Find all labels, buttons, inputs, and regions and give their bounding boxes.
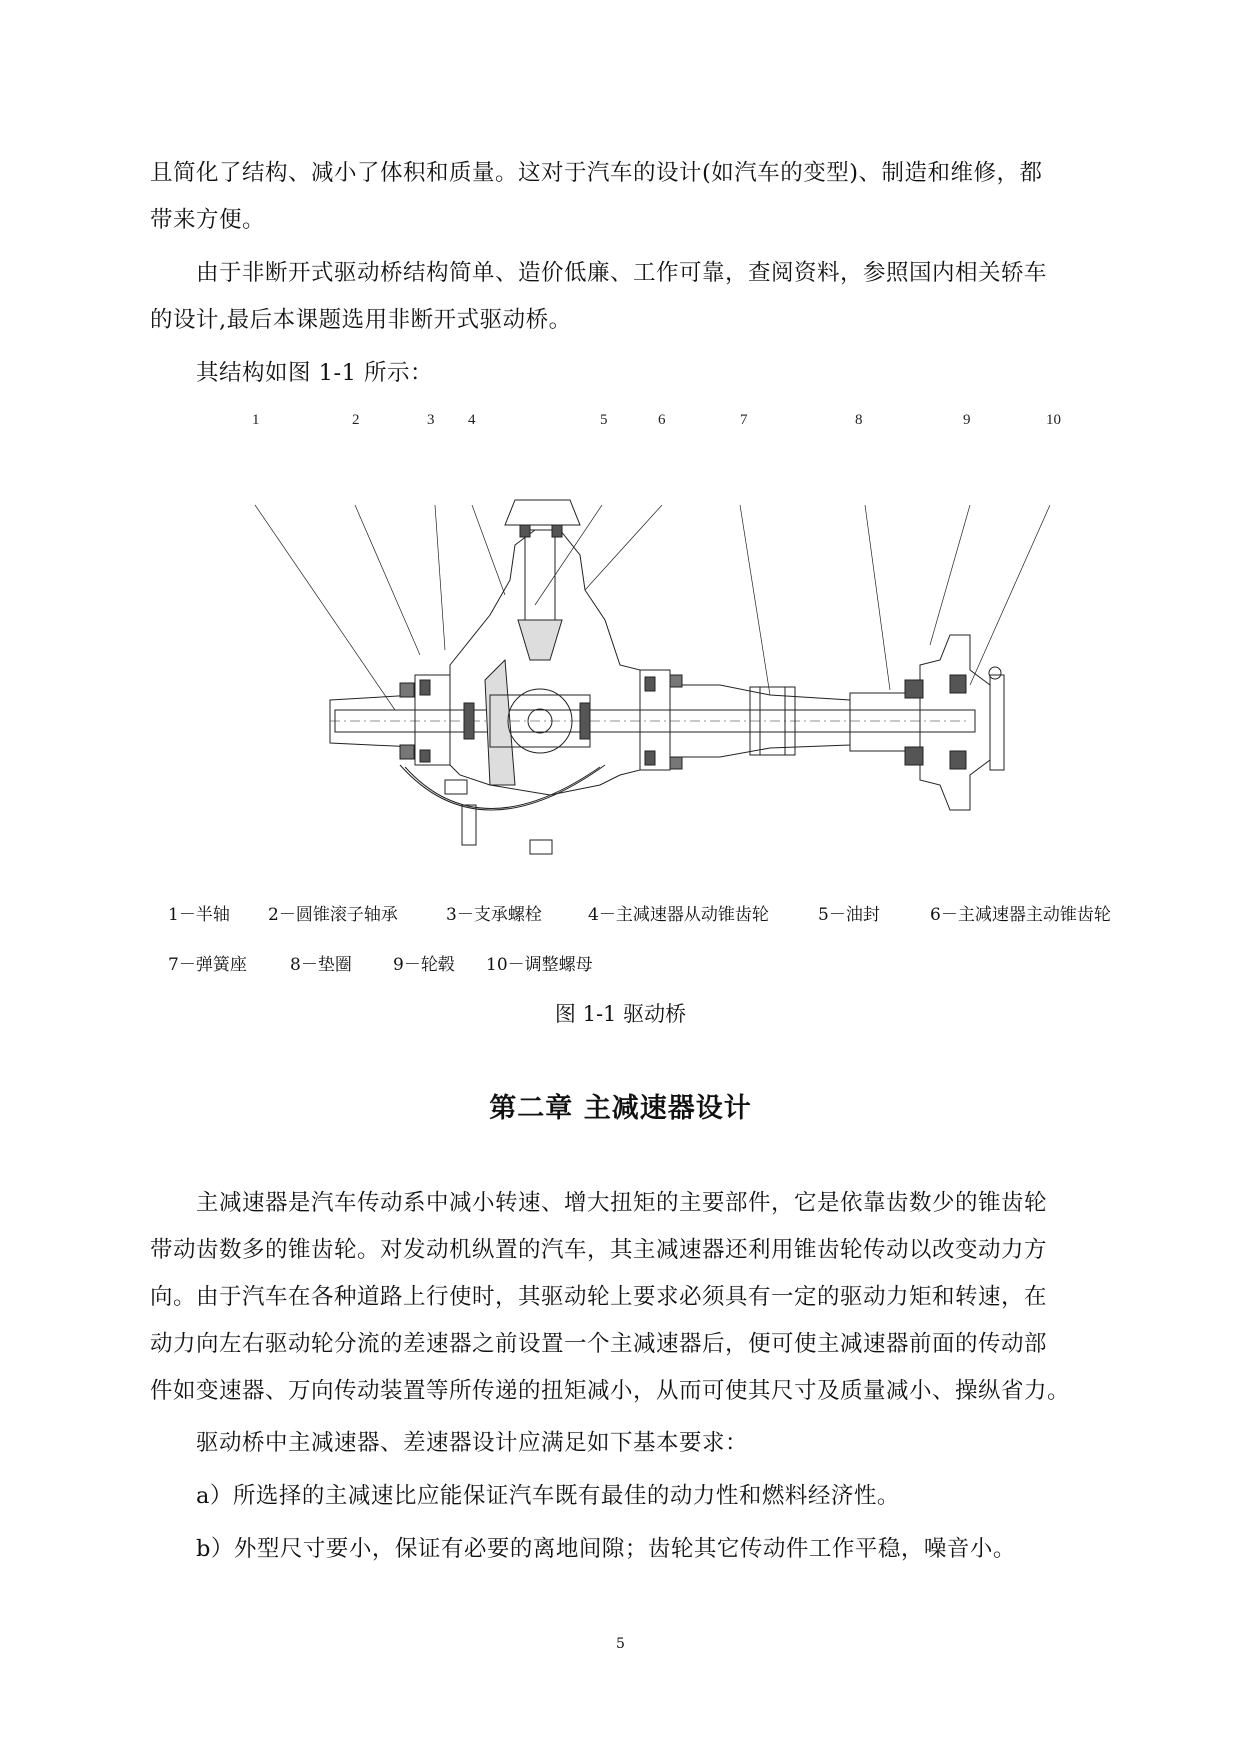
paragraph-line: a）所选择的主减速比应能保证汽车既有最佳的动力性和燃料经济性。: [196, 1483, 900, 1509]
paragraph-line: 带来方便。: [150, 207, 266, 233]
legend-item: 2－圆锥滚子轴承: [268, 905, 398, 925]
paragraph-line: 的设计,最后本课题选用非断开式驱动桥。: [150, 307, 572, 333]
figure-caption: 图 1-1 驱动桥: [554, 1002, 687, 1026]
callout-3: 3: [427, 412, 435, 428]
callout-5: 5: [600, 412, 608, 428]
paragraph-6: [150, 1473, 1110, 1520]
paragraph-5: [150, 1420, 1110, 1467]
paragraph-line: 动力向左右驱动轮分流的差速器之前设置一个主减速器后，便可使主减速器前面的传动部: [150, 1331, 1048, 1357]
paragraph-4: [150, 1180, 1110, 1415]
paragraph-2: [150, 250, 1110, 344]
callout-4: 4: [468, 412, 476, 428]
legend-item: 8－垫圈: [290, 955, 352, 975]
paragraph-7: [150, 1526, 1110, 1573]
legend-item: 5－油封: [818, 905, 880, 925]
drive-axle-drawing: [250, 495, 1050, 865]
callout-9: 9: [963, 412, 971, 428]
paragraph-line: 由于非断开式驱动桥结构简单、造价低廉、工作可靠，查阅资料，参照国内相关轿车: [196, 260, 1048, 286]
legend-item: 9－轮毂: [393, 955, 455, 975]
paragraph-line: 件如变速器、万向传动装置等所传递的扭矩减小，从而可使其尺寸及质量减小、操纵省力。: [150, 1378, 1071, 1404]
legend-item: 3－支承螺栓: [446, 905, 542, 925]
page-number: 5: [616, 1636, 625, 1652]
paragraph-line: 且简化了结构、减小了体积和质量。这对于汽车的设计(如汽车的变型)、制造和维修，都: [150, 160, 1043, 186]
legend-item: 4－主减速器从动锥齿轮: [588, 905, 769, 925]
callout-8: 8: [855, 412, 863, 428]
legend-item: 1－半轴: [168, 905, 230, 925]
paragraph-3: [150, 350, 1110, 397]
paragraph-line: 主减速器是汽车传动系中减小转速、增大扭矩的主要部件，它是依靠齿数少的锥齿轮: [196, 1190, 1048, 1216]
paragraph-line: 带动齿数多的锥齿轮。对发动机纵置的汽车，其主减速器还利用锥齿轮传动以改变动力方: [150, 1237, 1048, 1263]
callout-7: 7: [740, 412, 748, 428]
callout-2: 2: [352, 412, 360, 428]
paragraph-line: 向。由于汽车在各种道路上行使时，其驱动轮上要求必须具有一定的驱动力矩和转速，在: [150, 1284, 1048, 1310]
paragraph-1: [150, 150, 1110, 244]
callout-6: 6: [658, 412, 666, 428]
callout-1: 1: [252, 412, 260, 428]
callout-10: 10: [1046, 412, 1061, 428]
paragraph-line: 驱动桥中主减速器、差速器设计应满足如下基本要求：: [196, 1430, 749, 1456]
paragraph-line: b）外型尺寸要小，保证有必要的离地间隙；齿轮其它传动件工作平稳，噪音小。: [196, 1536, 1016, 1562]
paragraph-line: 其结构如图 1-1 所示：: [196, 360, 434, 386]
chapter-title: 第二章 主减速器设计: [489, 1093, 752, 1124]
legend-item: 7－弹簧座: [168, 955, 247, 975]
legend-item: 6－主减速器主动锥齿轮: [930, 905, 1111, 925]
legend-item: 10－调整螺母: [486, 955, 593, 975]
